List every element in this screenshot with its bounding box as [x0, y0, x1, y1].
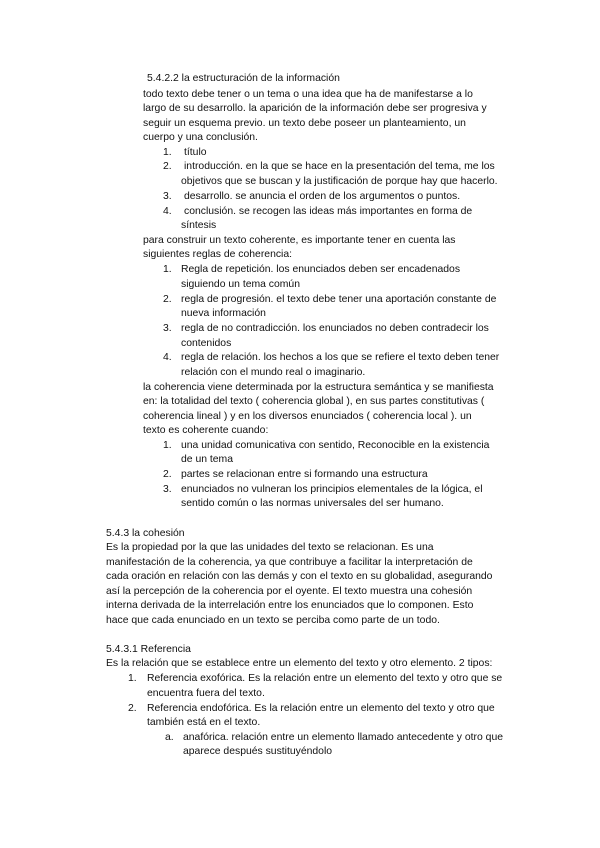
condition-enunciados: enunciados no vulneran los principios elementales de la lógica, el	[181, 484, 483, 495]
list-item-continuation: objetivos que se buscan y la justificación de porque hay que hacerlo.	[181, 176, 498, 187]
list-number: 2.	[128, 703, 137, 714]
paragraph-line: interna derivada de la interrelación entre los enunciados que lo componen. Esto	[106, 600, 474, 611]
rule-continuation: contenidos	[181, 338, 232, 349]
list-number: 1.	[163, 264, 172, 275]
paragraph-line: hace que cada enunciado en un texto se perciba como parte de un todo.	[106, 615, 440, 626]
paragraph-line: así la percepción de la coherencia por el oyente. El texto muestra una cohesión	[106, 586, 473, 597]
paragraph-line: Es la propiedad por la que las unidades del texto se relacionan. Es una	[106, 542, 434, 553]
paragraph-line: texto es coherente cuando:	[143, 425, 269, 436]
referencia-exoforica: Referencia exofórica. Es la relación entre un elemento del texto y otro que se	[147, 673, 503, 684]
rule-continuation: siguiendo un tema común	[181, 279, 300, 290]
list-number: 1.	[128, 673, 137, 684]
rule-relacion: regla de relación. los hechos a los que se refiere el texto deben tener	[181, 352, 500, 363]
section-heading-estructuracion: 5.4.2.2 la estructuración de la información	[147, 73, 340, 84]
paragraph-line: siguientes reglas de coherencia:	[143, 249, 293, 260]
condition-continuation: de un tema	[181, 454, 233, 465]
rule-repeticion: Regla de repetición. los enunciados deben ser encadenados	[181, 264, 461, 275]
list-number: 4.	[163, 206, 172, 217]
list-number: 1.	[163, 440, 172, 451]
paragraph-line: seguir un esquema previo. un texto debe poseer un planteamiento, un	[143, 118, 466, 129]
list-item-conclusion: conclusión. se recogen las ideas más importantes en forma de	[184, 206, 473, 217]
list-number: 2.	[163, 469, 172, 480]
paragraph-line: coherencia lineal ) y en los diversos enunciados ( coherencia local ). un	[143, 411, 472, 422]
list-number: 4.	[163, 352, 172, 363]
list-item-continuation: síntesis	[181, 220, 217, 231]
section-heading-referencia: 5.4.3.1 Referencia	[106, 644, 191, 655]
list-number: 3.	[163, 484, 172, 495]
condition-partes: partes se relacionan entre si formando una estructura	[181, 469, 428, 480]
referencia-continuation: encuentra fuera del texto.	[147, 688, 265, 699]
list-number: 3.	[163, 323, 172, 334]
section-heading-cohesion: 5.4.3 la cohesión	[106, 528, 185, 539]
list-item-introduccion: introducción. en la que se hace en la presentación del tema, me los	[184, 161, 495, 172]
rule-continuation: relación con el mundo real o imaginario.	[181, 367, 366, 378]
paragraph-line: Es la relación que se establece entre un elemento del texto y otro elemento. 2 tipos:	[106, 658, 493, 669]
rule-no-contradiccion: regla de no contradicción. los enunciados no deben contradecir los	[181, 323, 489, 334]
list-number: 2.	[163, 161, 172, 172]
paragraph-line: cuerpo y una conclusión.	[143, 132, 258, 143]
referencia-continuation: también está en el texto.	[147, 717, 261, 728]
paragraph-line: todo texto debe tener o un tema o una idea que ha de manifestarse a lo	[143, 89, 473, 100]
paragraph-line: cada oración en relación con las demás y con el texto en su globalidad, asegurando	[106, 571, 493, 582]
rule-progresion: regla de progresión. el texto debe tener una aportación constante de	[181, 294, 497, 305]
rule-continuation: nueva información	[181, 308, 266, 319]
anaforica-item: anafórica. relación entre un elemento llamado antecedente y otro que	[183, 732, 504, 743]
paragraph-line: la coherencia viene determinada por la estructura semántica y se manifiesta	[143, 382, 494, 393]
list-number: 2.	[163, 294, 172, 305]
list-number: 3.	[163, 191, 172, 202]
paragraph-line: en: la totalidad del texto ( coherencia global ), en sus partes constitutivas (	[143, 396, 485, 407]
list-item-desarrollo: desarrollo. se anuncia el orden de los argumentos o puntos.	[184, 191, 461, 202]
referencia-endoforica: Referencia endofórica. Es la relación entre un elemento del texto y otro que	[147, 703, 495, 714]
list-letter: a.	[165, 732, 174, 743]
condition-unidad: una unidad comunicativa con sentido, Reconocible en la existencia	[181, 440, 490, 451]
anaforica-continuation: aparece después sustituyéndolo	[183, 746, 333, 757]
list-item-titulo: título	[184, 147, 207, 158]
paragraph-line: manifestación de la coherencia, ya que contribuye a facilitar la interpretación de	[106, 557, 473, 568]
list-number: 1.	[163, 147, 172, 158]
paragraph-line: para construir un texto coherente, es importante tener en cuenta las	[143, 235, 456, 246]
paragraph-line: largo de su desarrollo. la aparición de la información debe ser progresiva y	[143, 103, 487, 114]
condition-continuation: sentido común o las normas universales del ser humano.	[181, 498, 444, 509]
